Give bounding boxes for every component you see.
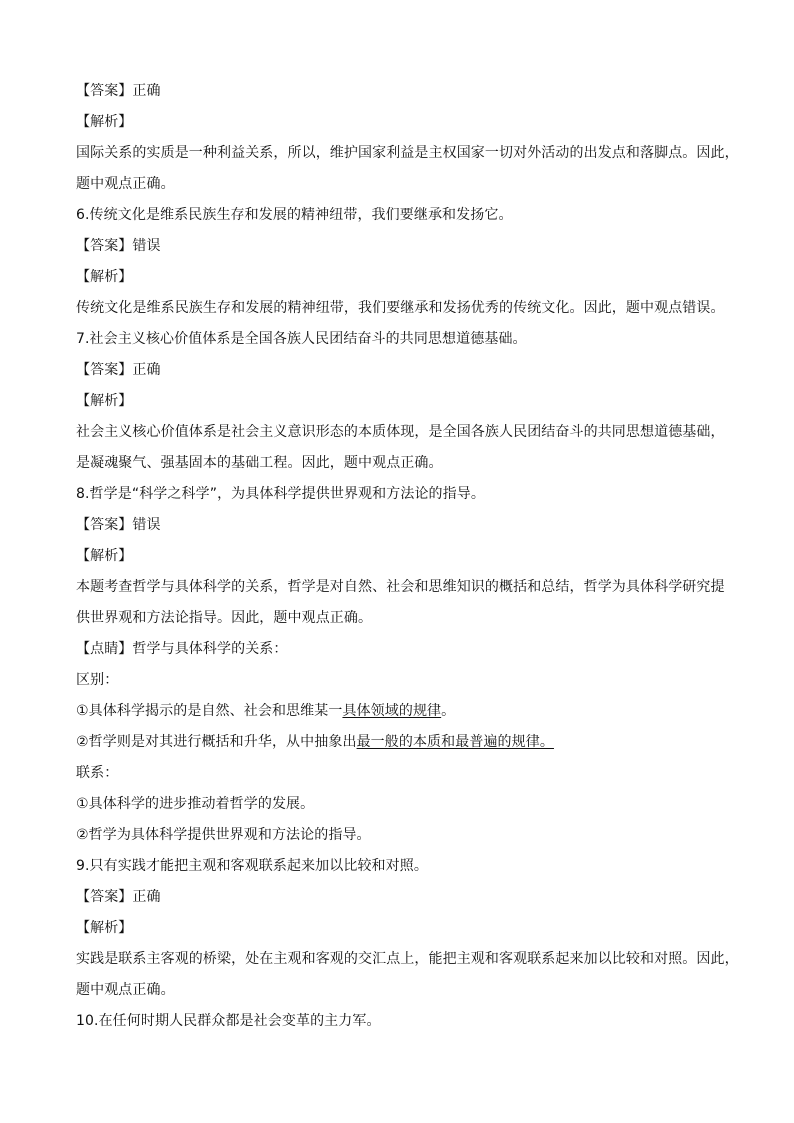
document-page xyxy=(76,76,739,1037)
answer-label: 【答案】错误 xyxy=(76,517,161,533)
key-point-heading: 【点睛】哲学与具体科学的关系： xyxy=(76,641,288,657)
analysis-label: 【解析】 xyxy=(76,114,133,130)
underlined-phrase: 最一般的本质和最普遍的规律。 xyxy=(356,734,554,750)
answer-label: 【答案】错误 xyxy=(76,238,161,254)
analysis-text: 题中观点正确。 xyxy=(76,176,175,192)
punctuation: 。 xyxy=(441,703,456,719)
analysis-text: 是凝魂聚气、强基固本的基础工程。因此，题中观点正确。 xyxy=(76,455,443,471)
analysis-label: 【解析】 xyxy=(76,393,133,409)
connection-item: ②哲学为具体科学提供世界观和方法论的指导。 xyxy=(76,827,371,843)
question-8: 8.哲学是“科学之科学”，为具体科学提供世界观和方法论的指导。 xyxy=(76,486,485,502)
connection-heading: 联系： xyxy=(76,765,119,781)
analysis-text: 题中观点正确。 xyxy=(76,982,175,998)
underlined-phrase: 具体领域的规律 xyxy=(342,703,442,719)
question-6: 6.传统文化是维系民族生存和发展的精神纽带，我们要继承和发扬它。 xyxy=(76,207,513,223)
distinction-item-text: ①具体科学揭示的是自然、社会和思维某一 xyxy=(76,703,343,719)
analysis-text: 国际关系的实质是一种利益关系，所以，维护国家利益是主权国家一切对外活动的出发点和落脚点。因此， xyxy=(76,145,739,161)
analysis-text: 传统文化是维系民族生存和发展的精神纽带，我们要继承和发扬优秀的传统文化。因此，题中观点错误。 xyxy=(76,300,725,316)
analysis-text: 实践是联系主客观的桥梁，处在主观和客观的交汇点上，能把主观和客观联系起来加以比较和对照。因此， xyxy=(76,951,739,967)
analysis-label: 【解析】 xyxy=(76,548,133,564)
distinction-item xyxy=(76,696,726,727)
question-10: 10.在任何时期人民群众都是社会变革的主力军。 xyxy=(76,1013,381,1029)
analysis-text: 社会主义核心价值体系是社会主义意识形态的本质体现，是全国各族人民团结奋斗的共同思想道德基础， xyxy=(76,424,725,440)
answer-label: 【答案】正确 xyxy=(76,889,161,905)
answer-label: 【答案】正确 xyxy=(76,362,161,378)
analysis-text: 本题考查哲学与具体科学的关系，哲学是对自然、社会和思维知识的概括和总结，哲学为具体科学研究提 xyxy=(76,579,725,595)
analysis-label: 【解析】 xyxy=(76,920,133,936)
answer-label: 【答案】正确 xyxy=(76,83,161,99)
analysis-text: 供世界观和方法论指导。因此，题中观点正确。 xyxy=(76,610,373,626)
distinction-item-text: ②哲学则是对其进行概括和升华，从中抽象出 xyxy=(76,734,357,750)
question-7: 7.社会主义核心价值体系是全国各族人民团结奋斗的共同思想道德基础。 xyxy=(76,331,527,347)
connection-item: ①具体科学的进步推动着哲学的发展。 xyxy=(76,796,315,812)
distinction-heading: 区别： xyxy=(76,672,119,688)
question-9: 9.只有实践才能把主观和客观联系起来加以比较和对照。 xyxy=(76,858,428,874)
analysis-label: 【解析】 xyxy=(76,269,133,285)
distinction-item xyxy=(76,727,726,758)
